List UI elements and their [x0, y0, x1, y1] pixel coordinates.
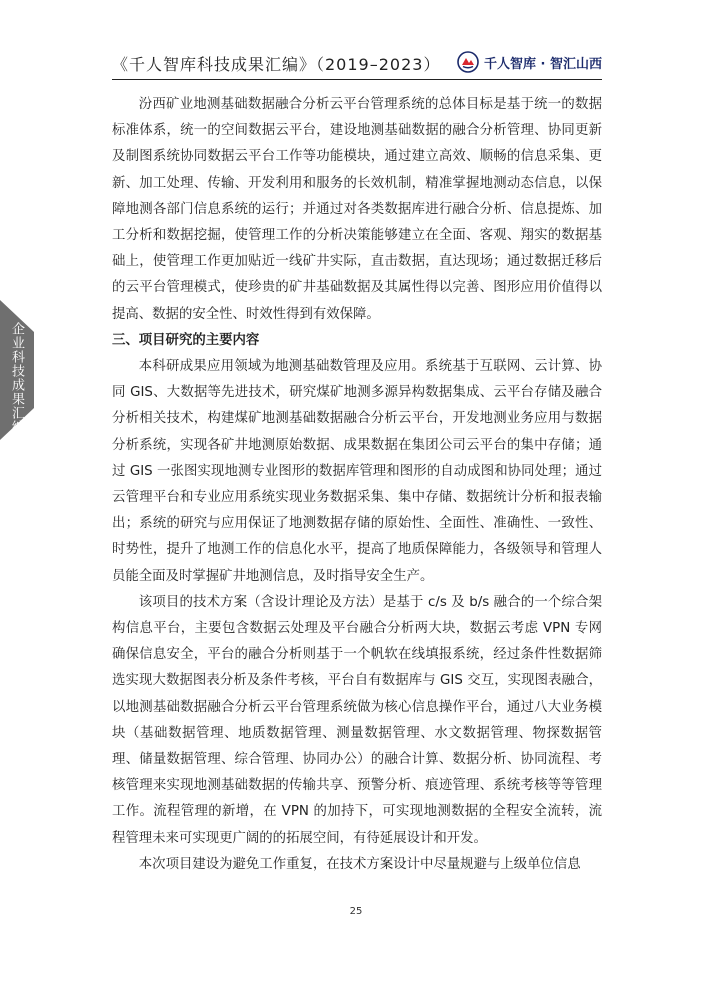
logo-text: 千人智库 · 智汇山西: [484, 56, 602, 72]
header-title: 《千人智库科技成果汇编》（2019–2023）: [112, 55, 441, 74]
paragraph-project-construction: 本次项目建设为避免工作重复，在技术方案设计中尽量规避与上级单位信息: [138, 856, 581, 872]
section-heading: 三、项目研究的主要内容: [112, 332, 260, 348]
main-content: [112, 92, 602, 878]
think-tank-logo-icon: [457, 51, 479, 73]
header-divider: [112, 79, 602, 80]
paragraph-overall-goal: 汾西矿业地测基础数据融合分析云平台管理系统的总体目标是基于统一的数据标准体系，统一的空间数据云平台，建设地测基础数据的融合分析管理、协同更新及制图系统协同数据云平台工作等功能模块，通过建立高效、顺畅的信息采集、更新、加工处理、传输、开发利用和服务的长效机制，精准掌握地测动态信息，以保障地测各部门信息系统的运行；并通过对各类数据库进行融合分析、信息提炼、加工分析和数据挖掘，使管理工作的分析决策能够建立在全面、客观、翔实的数据基础上，使管理工作更加贴近一线矿井实际，直击数据，直达现场；通过数据迁移后的云平台管理模式，使珍贵的矿井基础数据及其属性得以完善、图形应用价值得以提高、数据的安全性、时效性得到有效保障。: [112, 97, 602, 322]
header-logo: [457, 50, 602, 74]
page-number: 25: [349, 906, 363, 917]
paragraph-research-scope: 本科研成果应用领域为地测基础数管理及应用。系统基于互联网、云计算、协同 GIS、大数据等先进技术，研究煤矿地测多源异构数据集成、云平台存储及融合分析相关技术，构建煤矿地测基础数据融合分析云平台，开发地测业务应用与数据分析系统，实现各矿井地测原始数据、成果数据在集团公司云平台的集中存储；通过 GIS 一张图实现地测专业图形的数据库管理和图形的自动成图和协同处理；通过云管理平台和专业应用系统实现业务数据采集、集中存储、数据统计分析和报表输出；系统的研究与应用保证了地测数据存储的原始性、全面性、准确性、一致性、时势性，提升了地测工作的信息化水平，提高了地质保障能力，各级领导和管理人员能全面及时掌握矿井地测信息，及时指导安全生产。: [112, 359, 602, 584]
side-tab-label: 企业科技成果汇编: [9, 322, 24, 434]
page-header: [112, 50, 602, 78]
paragraph-technical-solution: 该项目的技术方案（含设计理论及方法）是基于 c/s 及 b/s 融合的一个综合架构信息平台，主要包含数据云处理及平台融合分析两大块，数据云考虑 VPN 专网确保信息安全，平台的融合分析则基于一个帆软在线填报系统，经过条件性数据筛选实现大数据图表分析及条件考核，平台自有数据库与 GIS 交互，实现图表融合，以地测基础数据融合分析云平台管理系统做为核心信息操作平台，通过八大业务模块（基础数据管理、地质数据管理、测量数据管理、水文数据管理、物探数据管理、储量数据管理、综合管理、协同办公）的融合计算、数据分析、协同流程、考核管理来实现地测基础数据的传输共享、预警分析、痕迹管理、系统考核等等管理工作。流程管理的新增，在 VPN 的加持下，可实现地测数据的全程安全流转，流程管理未来可实现更广阔的的拓展空间，有待延展设计和开发。: [112, 594, 602, 846]
